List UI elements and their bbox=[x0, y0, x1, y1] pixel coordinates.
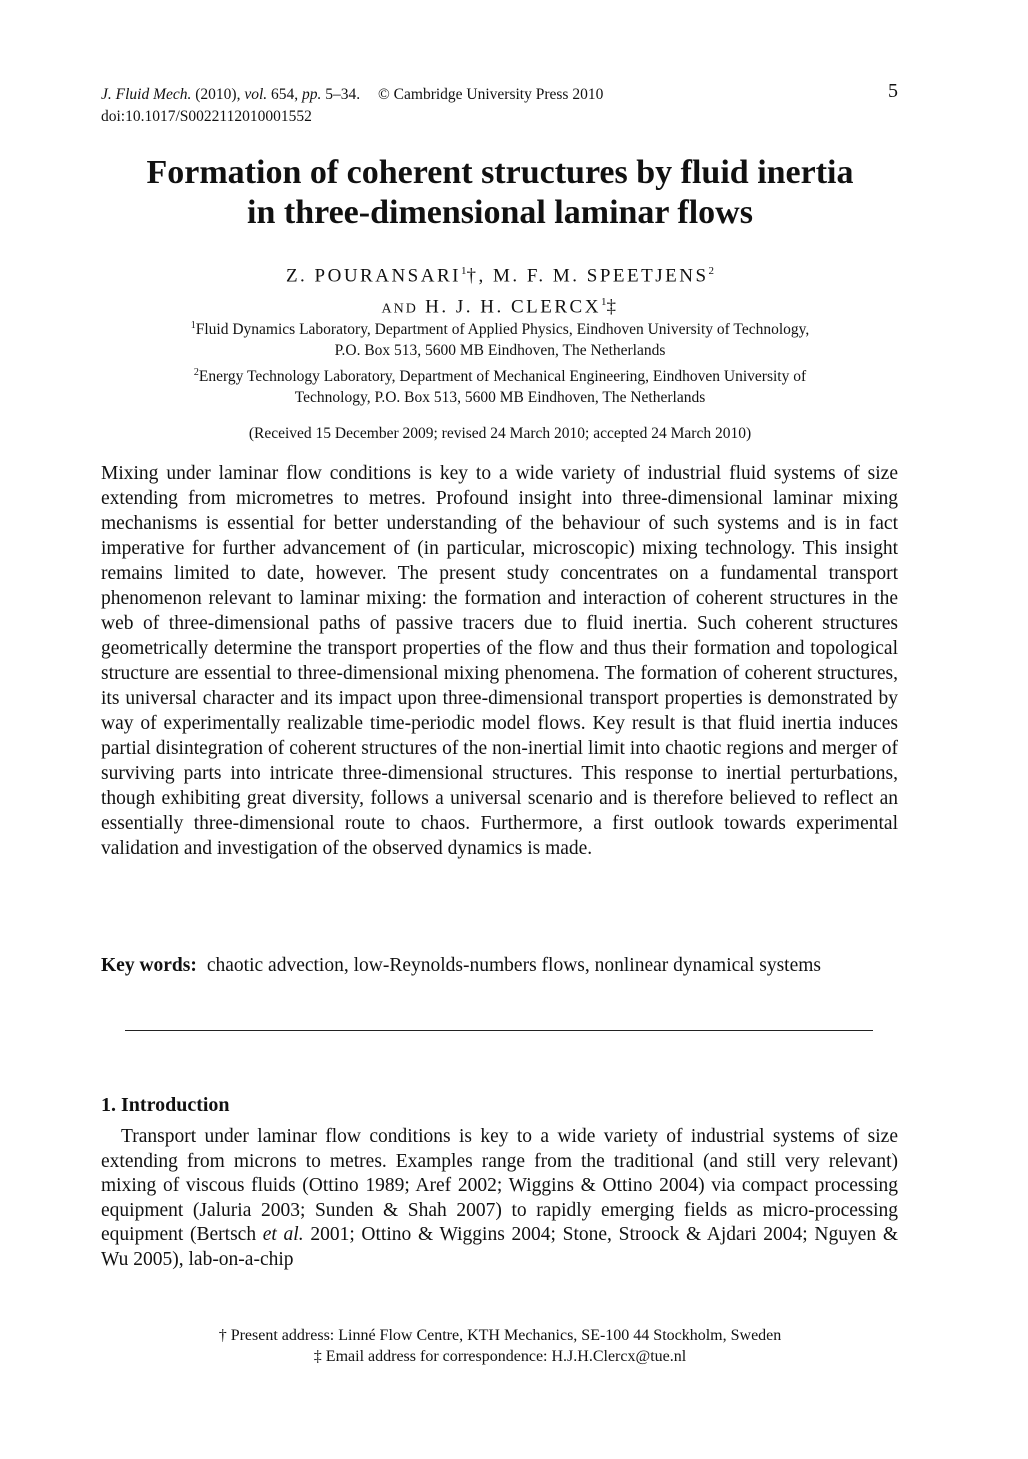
keywords-text: chaotic advection, low-Reynolds-numbers flows, nonlinear dynamical systems bbox=[206, 955, 821, 976]
affiliation-2-line-2: Technology, P.O. Box 513, 5600 MB Eindhoven, The Netherlands bbox=[294, 389, 706, 407]
volume-number: 654, bbox=[271, 86, 299, 103]
paper-title bbox=[0, 153, 1000, 233]
pages-label: pp. bbox=[302, 86, 322, 103]
affiliation-1-line-2: P.O. Box 513, 5600 MB Eindhoven, The Netherlands bbox=[334, 342, 666, 360]
footnotes bbox=[0, 1325, 1000, 1367]
section-divider bbox=[125, 1030, 873, 1031]
affiliation-2-mark: 2 bbox=[193, 367, 199, 378]
page-range: 5–34. bbox=[325, 86, 361, 103]
intro-text-part-1: Transport under laminar flow conditions is key to a wide variety of industrial systems of size extending from microns to metres. Examples range from the traditional (and still very relevant) mixing of viscous fluids (Ottino 1989; Aref 2002; Wiggins & Ottino 2004) via compact processing equipment (Jaluria 2003; Sunden & Shah 2007) to rapidly emerging fields as micro-processing equipment (Bertsch bbox=[101, 1126, 898, 1245]
citation-line bbox=[101, 84, 901, 106]
author-2: M. F. M. SPEETJENS bbox=[492, 265, 709, 287]
keywords-label: Key words: bbox=[101, 955, 197, 976]
title-line-1: Formation of coherent structures by fluid inertia bbox=[146, 154, 854, 191]
doi-link[interactable]: doi:10.1017/S0022112010001552 bbox=[101, 108, 312, 125]
footnote-correspondence[interactable]: ‡ Email address for correspondence: H.J.H.Clercx@tue.nl bbox=[313, 1348, 687, 1365]
title-line-2: in three-dimensional laminar flows bbox=[247, 194, 753, 231]
affiliation-2-line-1: Energy Technology Laboratory, Department of Mechanical Engineering, Eindhoven University of bbox=[198, 368, 807, 386]
author-3: H. J. H. CLERCX bbox=[425, 296, 601, 318]
running-header bbox=[101, 84, 901, 128]
received-dates: (Received 15 December 2009; revised 24 March 2010; accepted 24 March 2010) bbox=[248, 425, 752, 442]
author-conjunction: AND bbox=[381, 301, 418, 317]
section-heading-introduction: 1. Introduction bbox=[101, 1094, 230, 1116]
author-1-affil-mark: 1 bbox=[460, 265, 467, 277]
author-line-1 bbox=[0, 258, 1000, 289]
page-number: 5 bbox=[888, 80, 898, 102]
author-1: Z. POURANSARI bbox=[285, 265, 461, 287]
intro-italic-etal: et al. bbox=[262, 1224, 304, 1245]
affiliation-1-mark: 1 bbox=[190, 320, 196, 331]
affiliation-1-line-1: Fluid Dynamics Laboratory, Department of Applied Physics, Eindhoven University of Technology, bbox=[195, 321, 810, 339]
footnote-present-address: † Present address: Linné Flow Centre, KTH Mechanics, SE-100 44 Stockholm, Sweden bbox=[218, 1327, 782, 1344]
author-3-footnote-mark: ‡ bbox=[606, 296, 619, 318]
journal-year: (2010), bbox=[195, 86, 241, 103]
journal-name: J. Fluid Mech. bbox=[101, 86, 192, 103]
copyright-notice: © Cambridge University Press 2010 bbox=[378, 86, 604, 103]
abstract: Mixing under laminar flow conditions is key to a wide variety of industrial fluid systems of size extending from micrometres to metres. Profound insight into three-dimensional laminar mixing mechanisms is essential for better understanding of the behaviour of such systems and is in fact imperative for further advancement of (in particular, microscopic) mixing technology. This insight remains limited to date, however. The present study concentrates on a fundamental transport phenomenon relevant to laminar mixing: the formation and interaction of coherent structures in the web of three-dimensional paths of passive tracers due to fluid inertia. Such coherent structures geometrically determine the transport properties of the flow and thus their formation and topological structure are essential to three-dimensional mixing phenomena. The formation of coherent structures, its universal character and its impact upon three-dimensional transport properties is demonstrated by way of experimentally realizable time-periodic model flows. Key result is that fluid inertia induces partial disintegration of coherent structures of the non-inertial limit into chaotic regions and merger of surviving parts into intricate three-dimensional structures. This response to inertial perturbations, though exhibiting great diversity, follows a universal scenario and is therefore believed to reflect an essentially three-dimensional route to chaos. Furthermore, a first outlook towards experimental validation and investigation of the observed dynamics is made. bbox=[101, 463, 898, 859]
author-1-footnote-mark: †, bbox=[466, 265, 486, 287]
keywords bbox=[101, 953, 898, 978]
author-list bbox=[0, 258, 1000, 323]
intro-text-part-2: 2001; Ottino & Wiggins 2004; Stone, Stroock & Ajdari 2004; Nguyen & Wu 2005), lab-on-a-chip bbox=[101, 1224, 898, 1270]
affiliation-2 bbox=[100, 362, 900, 408]
introduction-paragraph bbox=[101, 1125, 898, 1272]
affiliation-1 bbox=[100, 315, 900, 361]
author-3-affil-mark: 1 bbox=[600, 296, 607, 309]
author-2-affil-mark: 2 bbox=[708, 265, 715, 277]
volume-label: vol. bbox=[244, 86, 268, 103]
